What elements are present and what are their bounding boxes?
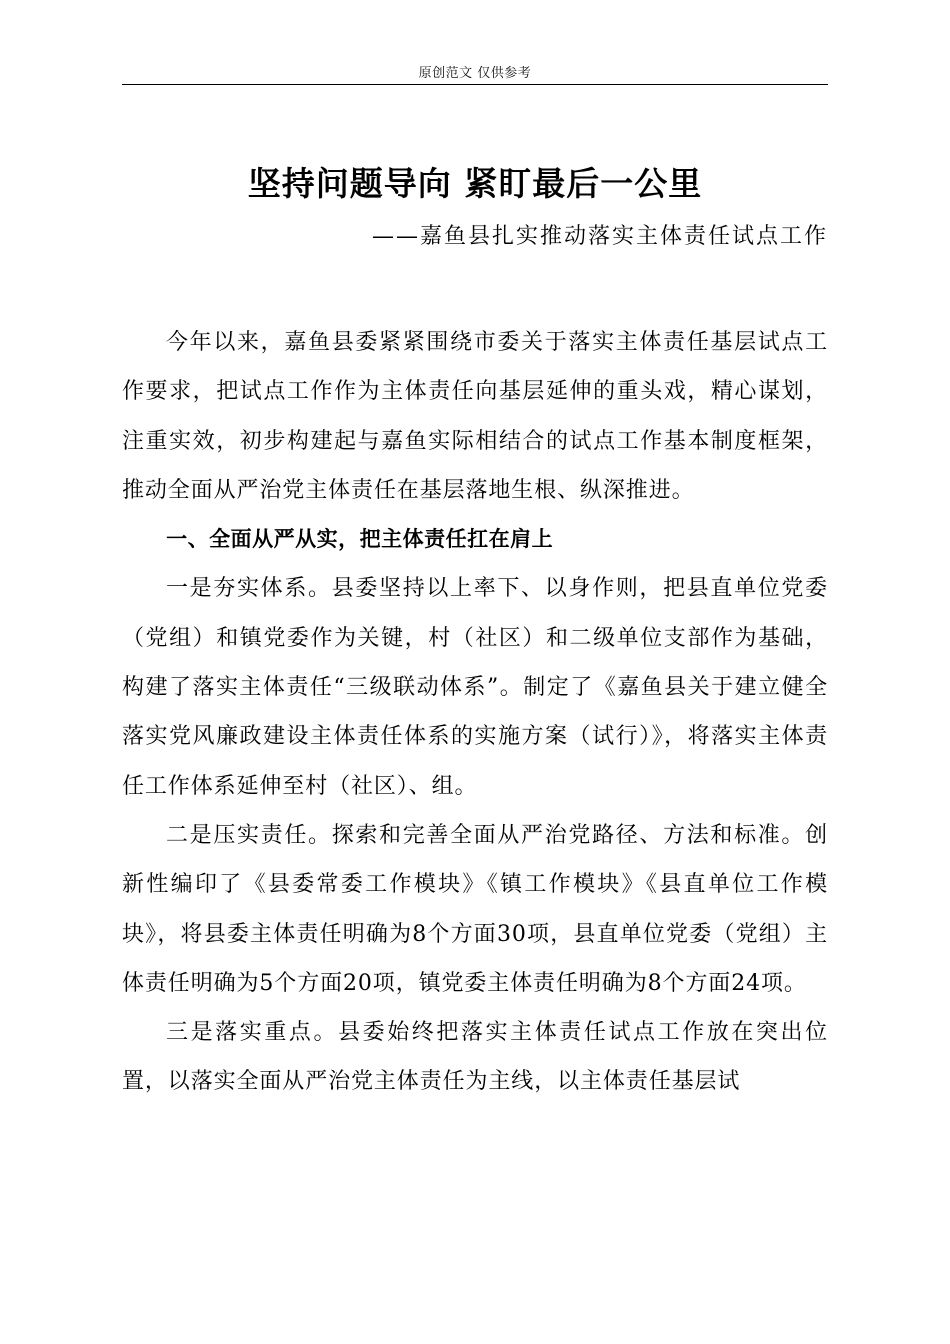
document-body	[122, 318, 828, 1107]
paragraph-item-2	[122, 811, 828, 1008]
intro-paragraph: 今年以来，嘉鱼县委紧紧围绕市委关于落实主体责任基层试点工作要求，把试点工作作为主体责任向基层延伸的重头戏，精心谋划，注重实效，初步构建起与嘉鱼实际相结合的试点工作基本制度框架，推动全面从严治党主体责任在基层落地生根、纵深推进。	[122, 330, 828, 503]
paragraph-item-3	[122, 1008, 828, 1107]
paragraph-text: 县委坚持以上率下、以身作则，把县直单位党委（党组）和镇党委作为关键，村（社区）和二级单位支部作为基础，构建了落实主体责任“三级联动体系”。制定了《嘉鱼县关于建立健全落实党风廉政建设主体责任体系的实施方案（试行）》，将落实主体责任工作体系延伸至村（社区）、组。	[122, 576, 828, 799]
header-note: 原创范文 仅供参考	[418, 66, 532, 81]
document-title: 坚持问题导向 紧盯最后一公里	[247, 164, 703, 203]
paragraph-text: 探索和完善全面从严治党路径、方法和标准。创新性编印了《县委常委工作模块》《镇工作模块》《县直单位工作模块》，将县委主体责任明确为8个方面30项，县直单位党委（党组）主体责任明确为5个方面20项，镇党委主体责任明确为8个方面24项。	[122, 822, 828, 996]
paragraph-lead: 一是夯实体系。	[166, 576, 332, 602]
section-heading: 一、全面从严从实，把主体责任扛在肩上	[166, 527, 554, 552]
paragraph-lead: 三是落实重点。	[166, 1020, 339, 1046]
paragraph-item-1	[122, 564, 828, 810]
paragraph-lead: 二是压实责任。	[166, 822, 332, 848]
header-divider	[122, 84, 828, 85]
paragraph-text: 县委始终把落实主体责任试点工作放在突出位置，以落实全面从严治党主体责任为主线，以主体责任基层试	[122, 1020, 828, 1095]
document-subtitle: ——嘉鱼县扎实推动落实主体责任试点工作	[371, 224, 828, 249]
